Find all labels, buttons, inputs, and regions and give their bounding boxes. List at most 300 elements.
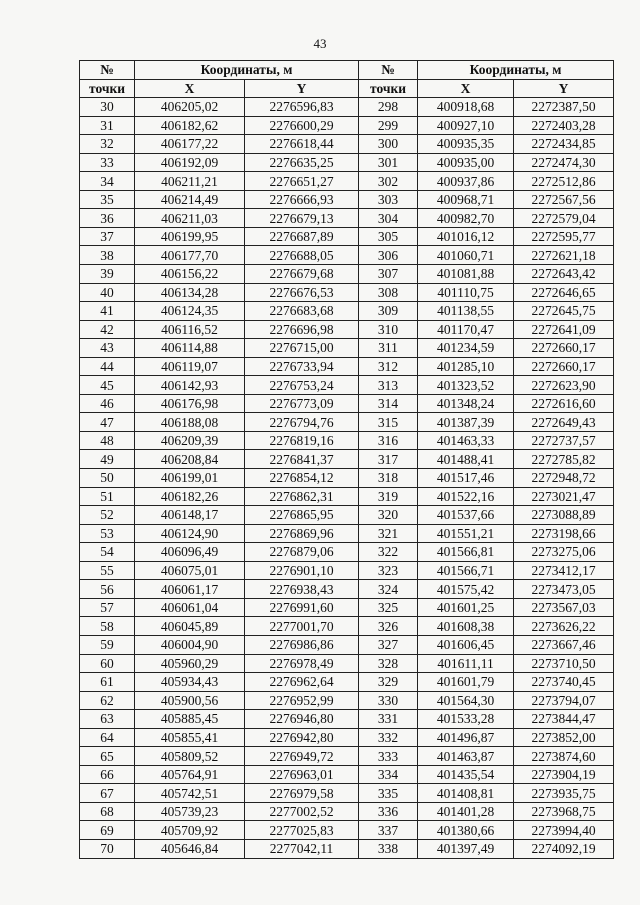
y-coord-left: 2276679,13 xyxy=(245,209,359,228)
table-row xyxy=(80,617,614,636)
point-number-right: 323 xyxy=(359,561,418,580)
x-coord-left: 405742,51 xyxy=(135,784,245,803)
x-coord-right: 400935,35 xyxy=(418,135,514,154)
y-coord-left: 2276962,64 xyxy=(245,673,359,692)
x-coord-left: 405646,84 xyxy=(135,839,245,858)
table-row xyxy=(80,747,614,766)
table-row xyxy=(80,431,614,450)
x-coord-left: 406205,02 xyxy=(135,98,245,117)
point-number-left: 45 xyxy=(80,376,135,395)
x-coord-right: 401522,16 xyxy=(418,487,514,506)
y-coord-right: 2273844,47 xyxy=(514,710,614,729)
x-coord-left: 406208,84 xyxy=(135,450,245,469)
table-row xyxy=(80,691,614,710)
y-coord-left: 2276753,24 xyxy=(245,376,359,395)
x-coord-right: 401496,87 xyxy=(418,728,514,747)
y-coord-right: 2273710,50 xyxy=(514,654,614,673)
y-coord-right: 2272737,57 xyxy=(514,431,614,450)
y-coord-right: 2273473,05 xyxy=(514,580,614,599)
point-number-right: 330 xyxy=(359,691,418,710)
x-coord-right: 401138,55 xyxy=(418,302,514,321)
point-number-right: 327 xyxy=(359,635,418,654)
table-row xyxy=(80,580,614,599)
x-coord-left: 406114,88 xyxy=(135,339,245,358)
y-coord-right: 2273275,06 xyxy=(514,543,614,562)
x-coord-right: 400968,71 xyxy=(418,190,514,209)
point-number-left: 56 xyxy=(80,580,135,599)
x-coord-left: 406211,21 xyxy=(135,172,245,191)
x-coord-left: 406177,22 xyxy=(135,135,245,154)
y-coord-right: 2273088,89 xyxy=(514,506,614,525)
x-coord-left: 406124,35 xyxy=(135,302,245,321)
point-number-left: 51 xyxy=(80,487,135,506)
x-coord-right: 401016,12 xyxy=(418,227,514,246)
point-number-left: 58 xyxy=(80,617,135,636)
point-number-left: 53 xyxy=(80,524,135,543)
y-coord-left: 2276696,98 xyxy=(245,320,359,339)
point-number-left: 70 xyxy=(80,839,135,858)
y-coord-left: 2276986,86 xyxy=(245,635,359,654)
point-number-right: 336 xyxy=(359,802,418,821)
y-coord-left: 2277025,83 xyxy=(245,821,359,840)
point-number-left: 44 xyxy=(80,357,135,376)
table-row xyxy=(80,543,614,562)
x-coord-right: 401081,88 xyxy=(418,265,514,284)
point-number-right: 337 xyxy=(359,821,418,840)
x-coord-right: 401488,41 xyxy=(418,450,514,469)
table-row xyxy=(80,172,614,191)
y-coord-right: 2272403,28 xyxy=(514,116,614,135)
table-row xyxy=(80,765,614,784)
header-row-bottom xyxy=(80,79,614,98)
table-row xyxy=(80,598,614,617)
y-coord-right: 2273935,75 xyxy=(514,784,614,803)
point-number-left: 32 xyxy=(80,135,135,154)
x-coord-left: 405855,41 xyxy=(135,728,245,747)
x-coord-right: 401060,71 xyxy=(418,246,514,265)
point-number-right: 310 xyxy=(359,320,418,339)
point-number-left: 39 xyxy=(80,265,135,284)
table-row xyxy=(80,394,614,413)
y-coord-left: 2276862,31 xyxy=(245,487,359,506)
y-coord-left: 2276676,53 xyxy=(245,283,359,302)
y-coord-left: 2276688,05 xyxy=(245,246,359,265)
point-number-left: 57 xyxy=(80,598,135,617)
table-row xyxy=(80,98,614,117)
point-number-right: 321 xyxy=(359,524,418,543)
point-number-right: 317 xyxy=(359,450,418,469)
x-coord-right: 401517,46 xyxy=(418,469,514,488)
y-coord-right: 2273667,46 xyxy=(514,635,614,654)
y-coord-right: 2272649,43 xyxy=(514,413,614,432)
y-coord-left: 2276635,25 xyxy=(245,153,359,172)
header-x-right: X xyxy=(418,79,514,98)
table-row xyxy=(80,209,614,228)
y-coord-left: 2276666,93 xyxy=(245,190,359,209)
y-coord-right: 2272621,18 xyxy=(514,246,614,265)
table-row xyxy=(80,673,614,692)
table-row xyxy=(80,357,614,376)
x-coord-left: 406075,01 xyxy=(135,561,245,580)
point-number-left: 35 xyxy=(80,190,135,209)
table-row xyxy=(80,784,614,803)
y-coord-left: 2276651,27 xyxy=(245,172,359,191)
point-number-right: 318 xyxy=(359,469,418,488)
x-coord-left: 406061,17 xyxy=(135,580,245,599)
x-coord-right: 400918,68 xyxy=(418,98,514,117)
y-coord-left: 2276869,96 xyxy=(245,524,359,543)
table-row xyxy=(80,116,614,135)
point-number-left: 62 xyxy=(80,691,135,710)
point-number-right: 306 xyxy=(359,246,418,265)
table-row xyxy=(80,561,614,580)
x-coord-right: 401110,75 xyxy=(418,283,514,302)
point-number-left: 37 xyxy=(80,227,135,246)
point-number-left: 41 xyxy=(80,302,135,321)
y-coord-left: 2277001,70 xyxy=(245,617,359,636)
y-coord-left: 2276938,43 xyxy=(245,580,359,599)
y-coord-left: 2276946,80 xyxy=(245,710,359,729)
x-coord-right: 401564,30 xyxy=(418,691,514,710)
header-num-sign-left: № xyxy=(80,61,135,80)
header-x-left: X xyxy=(135,79,245,98)
x-coord-right: 401435,54 xyxy=(418,765,514,784)
header-point-right: точки xyxy=(359,79,418,98)
point-number-left: 47 xyxy=(80,413,135,432)
point-number-right: 299 xyxy=(359,116,418,135)
y-coord-right: 2274092,19 xyxy=(514,839,614,858)
header-point-left: точки xyxy=(80,79,135,98)
page-number: 43 xyxy=(313,36,327,51)
x-coord-right: 400982,70 xyxy=(418,209,514,228)
point-number-right: 300 xyxy=(359,135,418,154)
table-row xyxy=(80,339,614,358)
y-coord-right: 2272512,86 xyxy=(514,172,614,191)
x-coord-right: 401380,66 xyxy=(418,821,514,840)
table-row xyxy=(80,227,614,246)
x-coord-left: 406134,28 xyxy=(135,283,245,302)
point-number-right: 307 xyxy=(359,265,418,284)
x-coord-left: 406199,01 xyxy=(135,469,245,488)
point-number-right: 338 xyxy=(359,839,418,858)
point-number-left: 48 xyxy=(80,431,135,450)
header-y-left: Y xyxy=(245,79,359,98)
x-coord-left: 406045,89 xyxy=(135,617,245,636)
y-coord-left: 2276952,99 xyxy=(245,691,359,710)
y-coord-left: 2276596,83 xyxy=(245,98,359,117)
header-coords-right: Координаты, м xyxy=(418,61,614,80)
table-row xyxy=(80,376,614,395)
point-number-left: 49 xyxy=(80,450,135,469)
point-number-right: 316 xyxy=(359,431,418,450)
table-row xyxy=(80,302,614,321)
x-coord-right: 401348,24 xyxy=(418,394,514,413)
x-coord-right: 400937,86 xyxy=(418,172,514,191)
y-coord-right: 2272579,04 xyxy=(514,209,614,228)
x-coord-right: 401601,79 xyxy=(418,673,514,692)
x-coord-left: 406177,70 xyxy=(135,246,245,265)
point-number-left: 33 xyxy=(80,153,135,172)
x-coord-right: 401608,38 xyxy=(418,617,514,636)
y-coord-left: 2276841,37 xyxy=(245,450,359,469)
y-coord-right: 2273412,17 xyxy=(514,561,614,580)
table-row xyxy=(80,190,614,209)
y-coord-right: 2272434,85 xyxy=(514,135,614,154)
y-coord-right: 2273198,66 xyxy=(514,524,614,543)
y-coord-right: 2272641,09 xyxy=(514,320,614,339)
y-coord-right: 2273626,22 xyxy=(514,617,614,636)
x-coord-right: 401611,11 xyxy=(418,654,514,673)
coordinates-table xyxy=(79,60,614,859)
point-number-left: 66 xyxy=(80,765,135,784)
point-number-right: 325 xyxy=(359,598,418,617)
point-number-left: 46 xyxy=(80,394,135,413)
point-number-left: 50 xyxy=(80,469,135,488)
x-coord-left: 405900,56 xyxy=(135,691,245,710)
point-number-left: 59 xyxy=(80,635,135,654)
point-number-right: 312 xyxy=(359,357,418,376)
y-coord-left: 2276794,76 xyxy=(245,413,359,432)
y-coord-left: 2276865,95 xyxy=(245,506,359,525)
point-number-left: 30 xyxy=(80,98,135,117)
x-coord-left: 406192,09 xyxy=(135,153,245,172)
point-number-right: 331 xyxy=(359,710,418,729)
x-coord-left: 405934,43 xyxy=(135,673,245,692)
y-coord-left: 2276854,12 xyxy=(245,469,359,488)
x-coord-left: 406119,07 xyxy=(135,357,245,376)
point-number-left: 64 xyxy=(80,728,135,747)
y-coord-right: 2272643,42 xyxy=(514,265,614,284)
table-row xyxy=(80,635,614,654)
point-number-left: 43 xyxy=(80,339,135,358)
y-coord-right: 2272474,30 xyxy=(514,153,614,172)
x-coord-left: 405960,29 xyxy=(135,654,245,673)
point-number-right: 298 xyxy=(359,98,418,117)
table-row xyxy=(80,524,614,543)
point-number-left: 34 xyxy=(80,172,135,191)
table-row xyxy=(80,839,614,858)
y-coord-left: 2276715,00 xyxy=(245,339,359,358)
x-coord-left: 406188,08 xyxy=(135,413,245,432)
y-coord-right: 2273994,40 xyxy=(514,821,614,840)
y-coord-left: 2276901,10 xyxy=(245,561,359,580)
x-coord-right: 401463,33 xyxy=(418,431,514,450)
table-row xyxy=(80,246,614,265)
x-coord-left: 406148,17 xyxy=(135,506,245,525)
x-coord-left: 406199,95 xyxy=(135,227,245,246)
y-coord-left: 2277042,11 xyxy=(245,839,359,858)
point-number-left: 31 xyxy=(80,116,135,135)
table-row xyxy=(80,728,614,747)
x-coord-left: 406124,90 xyxy=(135,524,245,543)
header-y-right: Y xyxy=(514,79,614,98)
point-number-left: 67 xyxy=(80,784,135,803)
y-coord-right: 2272645,75 xyxy=(514,302,614,321)
point-number-right: 320 xyxy=(359,506,418,525)
y-coord-right: 2273874,60 xyxy=(514,747,614,766)
y-coord-left: 2276879,06 xyxy=(245,543,359,562)
point-number-right: 305 xyxy=(359,227,418,246)
x-coord-right: 401387,39 xyxy=(418,413,514,432)
x-coord-right: 401408,81 xyxy=(418,784,514,803)
y-coord-right: 2272595,77 xyxy=(514,227,614,246)
y-coord-right: 2272660,17 xyxy=(514,357,614,376)
point-number-left: 65 xyxy=(80,747,135,766)
point-number-right: 301 xyxy=(359,153,418,172)
table-row xyxy=(80,320,614,339)
point-number-left: 60 xyxy=(80,654,135,673)
table-header xyxy=(80,61,614,98)
y-coord-left: 2276963,01 xyxy=(245,765,359,784)
y-coord-right: 2273968,75 xyxy=(514,802,614,821)
x-coord-left: 405764,91 xyxy=(135,765,245,784)
table-row xyxy=(80,487,614,506)
x-coord-left: 406096,49 xyxy=(135,543,245,562)
table-row xyxy=(80,469,614,488)
y-coord-right: 2272623,90 xyxy=(514,376,614,395)
table-row xyxy=(80,802,614,821)
y-coord-left: 2276600,29 xyxy=(245,116,359,135)
table-row xyxy=(80,265,614,284)
y-coord-left: 2276978,49 xyxy=(245,654,359,673)
x-coord-left: 406176,98 xyxy=(135,394,245,413)
x-coord-right: 401285,10 xyxy=(418,357,514,376)
y-coord-right: 2273740,45 xyxy=(514,673,614,692)
y-coord-right: 2273567,03 xyxy=(514,598,614,617)
x-coord-left: 406156,22 xyxy=(135,265,245,284)
x-coord-left: 406209,39 xyxy=(135,431,245,450)
y-coord-right: 2273852,00 xyxy=(514,728,614,747)
x-coord-left: 405885,45 xyxy=(135,710,245,729)
x-coord-left: 406182,62 xyxy=(135,116,245,135)
point-number-right: 335 xyxy=(359,784,418,803)
table-row xyxy=(80,654,614,673)
point-number-left: 52 xyxy=(80,506,135,525)
table-row xyxy=(80,283,614,302)
y-coord-right: 2273904,19 xyxy=(514,765,614,784)
point-number-right: 308 xyxy=(359,283,418,302)
y-coord-left: 2276679,68 xyxy=(245,265,359,284)
point-number-right: 332 xyxy=(359,728,418,747)
y-coord-left: 2276618,44 xyxy=(245,135,359,154)
y-coord-left: 2276991,60 xyxy=(245,598,359,617)
x-coord-right: 401606,45 xyxy=(418,635,514,654)
y-coord-right: 2272785,82 xyxy=(514,450,614,469)
point-number-right: 326 xyxy=(359,617,418,636)
point-number-left: 63 xyxy=(80,710,135,729)
y-coord-left: 2276819,16 xyxy=(245,431,359,450)
point-number-left: 40 xyxy=(80,283,135,302)
x-coord-right: 401401,28 xyxy=(418,802,514,821)
point-number-left: 55 xyxy=(80,561,135,580)
x-coord-left: 405809,52 xyxy=(135,747,245,766)
point-number-right: 319 xyxy=(359,487,418,506)
x-coord-right: 401566,71 xyxy=(418,561,514,580)
x-coord-right: 401323,52 xyxy=(418,376,514,395)
point-number-right: 304 xyxy=(359,209,418,228)
table-row xyxy=(80,710,614,729)
x-coord-left: 406004,90 xyxy=(135,635,245,654)
point-number-left: 42 xyxy=(80,320,135,339)
x-coord-left: 406142,93 xyxy=(135,376,245,395)
y-coord-right: 2272948,72 xyxy=(514,469,614,488)
point-number-left: 54 xyxy=(80,543,135,562)
x-coord-right: 401463,87 xyxy=(418,747,514,766)
point-number-left: 36 xyxy=(80,209,135,228)
point-number-right: 302 xyxy=(359,172,418,191)
y-coord-right: 2272616,60 xyxy=(514,394,614,413)
x-coord-right: 400935,00 xyxy=(418,153,514,172)
table-row xyxy=(80,153,614,172)
x-coord-right: 401397,49 xyxy=(418,839,514,858)
x-coord-left: 406061,04 xyxy=(135,598,245,617)
y-coord-left: 2276683,68 xyxy=(245,302,359,321)
y-coord-left: 2276949,72 xyxy=(245,747,359,766)
point-number-left: 68 xyxy=(80,802,135,821)
table-row xyxy=(80,506,614,525)
table-row xyxy=(80,450,614,469)
point-number-left: 61 xyxy=(80,673,135,692)
x-coord-right: 401601,25 xyxy=(418,598,514,617)
point-number-left: 69 xyxy=(80,821,135,840)
y-coord-right: 2272660,17 xyxy=(514,339,614,358)
y-coord-left: 2276773,09 xyxy=(245,394,359,413)
x-coord-right: 401575,42 xyxy=(418,580,514,599)
header-coords-left: Координаты, м xyxy=(135,61,359,80)
x-coord-right: 401551,21 xyxy=(418,524,514,543)
point-number-right: 322 xyxy=(359,543,418,562)
y-coord-right: 2272646,65 xyxy=(514,283,614,302)
point-number-right: 313 xyxy=(359,376,418,395)
y-coord-right: 2272387,50 xyxy=(514,98,614,117)
y-coord-left: 2276687,89 xyxy=(245,227,359,246)
x-coord-left: 406182,26 xyxy=(135,487,245,506)
x-coord-right: 401566,81 xyxy=(418,543,514,562)
table-row xyxy=(80,413,614,432)
y-coord-left: 2277002,52 xyxy=(245,802,359,821)
point-number-right: 333 xyxy=(359,747,418,766)
x-coord-left: 406211,03 xyxy=(135,209,245,228)
x-coord-left: 405709,92 xyxy=(135,821,245,840)
point-number-left: 38 xyxy=(80,246,135,265)
x-coord-right: 401170,47 xyxy=(418,320,514,339)
point-number-right: 309 xyxy=(359,302,418,321)
header-num-sign-right: № xyxy=(359,61,418,80)
table-body xyxy=(80,98,614,858)
x-coord-left: 406116,52 xyxy=(135,320,245,339)
y-coord-right: 2273021,47 xyxy=(514,487,614,506)
x-coord-right: 401234,59 xyxy=(418,339,514,358)
point-number-right: 311 xyxy=(359,339,418,358)
point-number-right: 315 xyxy=(359,413,418,432)
point-number-right: 303 xyxy=(359,190,418,209)
y-coord-right: 2273794,07 xyxy=(514,691,614,710)
x-coord-right: 400927,10 xyxy=(418,116,514,135)
point-number-right: 329 xyxy=(359,673,418,692)
x-coord-right: 401537,66 xyxy=(418,506,514,525)
table-row xyxy=(80,821,614,840)
x-coord-left: 405739,23 xyxy=(135,802,245,821)
y-coord-left: 2276979,58 xyxy=(245,784,359,803)
table-row xyxy=(80,135,614,154)
x-coord-left: 406214,49 xyxy=(135,190,245,209)
y-coord-left: 2276942,80 xyxy=(245,728,359,747)
x-coord-right: 401533,28 xyxy=(418,710,514,729)
point-number-right: 324 xyxy=(359,580,418,599)
point-number-right: 328 xyxy=(359,654,418,673)
y-coord-right: 2272567,56 xyxy=(514,190,614,209)
point-number-right: 334 xyxy=(359,765,418,784)
